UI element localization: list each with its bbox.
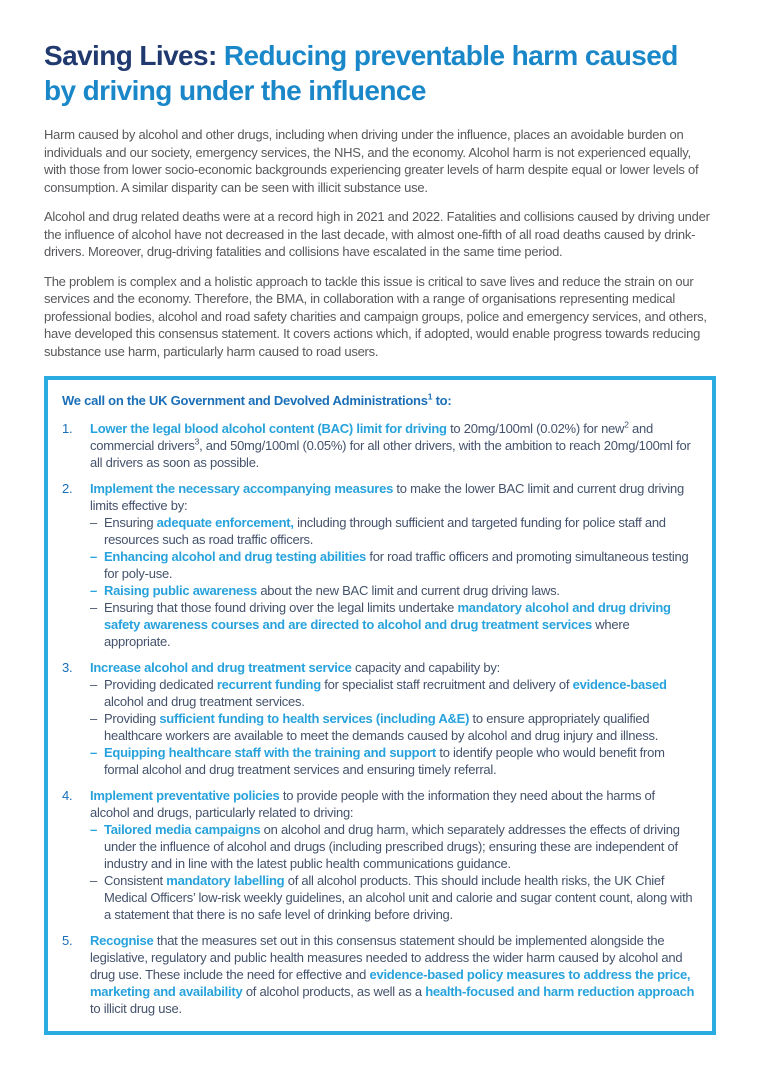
emphasis-text: Implement preventative policies [90,788,280,803]
emphasis-text: Recognise [90,933,154,948]
text-run: Ensuring [104,515,157,530]
sub-bullet [90,599,696,650]
text-run: about the new BAC limit and current drug driving laws. [256,583,560,598]
emphasis-text: sufficient funding to health services (including A&E) [159,711,470,726]
text-run: to: [432,393,452,408]
list-item [62,420,696,471]
item-body [90,659,696,778]
text-run: on alcohol and drug harm, which separately addresses the effects of driving under the influence of alcohol and drugs (including prescribed drugs); ensuring these are independent of industry and in line with the latest public health communications guidance. [104,822,680,871]
item-lead-text [90,659,696,676]
item-number: 5. [62,933,73,948]
item-lead-text [90,932,696,1017]
bullet-text [104,599,696,650]
text-run: capacity and capability by: [351,660,501,675]
emphasis-text: recurrent funding [216,677,321,692]
emphasis-text: health-focused and harm reduction approach [425,984,695,999]
title-prefix: Saving Lives: [44,40,217,71]
bullet-dash: – [90,583,97,598]
callout-heading [62,392,696,409]
text-run: to make the lower BAC limit and current drug driving limits effective by: [90,481,684,513]
item-number: 3. [62,660,73,675]
sub-bullet [90,872,696,923]
emphasis-text: adequate enforcement, [156,515,294,530]
text-run: of all alcohol products. This should include health risks, the UK Chief Medical Officers’ low-risk weekly guidelines, an alcohol unit and calorie and sugar content count, along with a statement that there is no safe level of drinking before driving. [104,873,693,922]
bullet-text [104,744,696,778]
intro-paragraph-1: Harm caused by alcohol and other drugs, including when driving under the influence, places an avoidable burden on individuals and our society, emergency services, the NHS, and the economy. Alcohol harm is not experienced equally, with those from lower socio-economic backgrounds experiencing greater levels of harm despite equal or lower levels of consumption. A similar disparity can be seen with illicit substance use. [44,127,699,195]
sub-bullet [90,744,696,778]
bullet-dash: – [90,822,97,837]
text-run: and commercial drivers [90,421,653,453]
item-body [90,932,696,1017]
bullet-text [104,676,696,710]
text-run: for specialist staff recruitment and delivery of [320,677,573,692]
callout-list [62,420,696,1017]
emphasis-text: Enhancing alcohol and drug testing abilities [104,549,367,564]
sub-bullet [90,514,696,548]
list-item [62,480,696,650]
list-item [62,659,696,778]
intro-paragraph-2: Alcohol and drug related deaths were at a record high in 2021 and 2022. Fatalities and collisions caused by driving under the influence of alcohol have not decreased in the last decade, with almost one-fifth of all road deaths caused by drink-drivers. Moreover, drug-driving fatalities and collisions have escalated in the same time period. [44,209,710,259]
text-run: , and 50mg/100ml (0.05%) for all other drivers, with the ambition to reach 20mg/100ml for all drivers as soon as possible. [90,438,691,470]
emphasis-text: Raising public awareness [104,583,257,598]
bullet-dash: – [90,711,97,726]
footnote-ref: 2 [624,419,629,430]
text-run: Providing [104,711,160,726]
emphasis-text: evidence-based policy measures to address the price, marketing and availability [90,967,691,999]
bullet-dash: – [90,515,97,530]
text-run: for road traffic officers and promoting simultaneous testing for poly-use. [104,549,689,581]
text-run: to illicit drug use. [90,1001,182,1016]
bullet-dash: – [90,745,97,760]
footnote-ref: 3 [194,436,200,447]
emphasis-text: Lower the legal blood alcohol content (BAC) limit for driving [90,421,447,436]
bullet-dash: – [90,677,97,692]
text-run: to 20mg/100ml (0.02%) for new [446,421,625,436]
list-item [62,932,696,1017]
item-lead-text [90,787,696,821]
item-lead-text [90,480,696,514]
emphasis-text: mandatory labelling [166,873,285,888]
text-run: to ensure appropriately qualified healthcare workers are available to meet the demands caused by alcohol and drug injury and illness. [104,711,659,743]
item-body [90,787,696,923]
sub-bullet [90,548,696,582]
bullet-text [104,548,696,582]
bullet-dash: – [90,549,97,564]
bullet-text [104,514,696,548]
item-body [90,480,696,650]
text-run: Consistent [104,873,167,888]
item-number: 1. [62,421,73,436]
emphasis-text: Tailored media campaigns [104,822,261,837]
emphasis-text: mandatory alcohol and drug driving safety awareness courses and are directed to alcohol and drug treatment services [104,600,671,632]
emphasis-text: Implement the necessary accompanying measures [90,481,394,496]
text-run: Ensuring that those found driving over the legal limits undertake [104,600,458,615]
bullet-dash: – [90,873,97,888]
page-title [44,38,716,108]
list-item [62,787,696,923]
bullet-dash: – [90,600,97,615]
sub-bullet [90,710,696,744]
sub-bullet [90,676,696,710]
text-run: Providing dedicated [104,677,217,692]
footnote-ref: 1 [427,391,433,402]
bullet-text [104,872,696,923]
intro-paragraph-3: The problem is complex and a holistic approach to tackle this issue is critical to save lives and reduce the strain on our services and the economy. Therefore, the BMA, in collaboration with a range of organisations representing medical professional bodies, alcohol and road safety charities and campaign groups, police and emergency services, and others, have developed this consensus statement. It covers actions which, if adopted, would enable progress towards reducing substance use harm, particularly harm caused to road users. [44,273,707,359]
item-number: 4. [62,788,73,803]
emphasis-text: Increase alcohol and drug treatment service [90,660,352,675]
text-run: including through sufficient and targeted funding for police staff and resources such as road traffic officers. [104,515,666,547]
title-accent: Reducing preventable harm caused by driving under the influence [44,40,678,106]
emphasis-text: Equipping healthcare staff with the training and support [104,745,436,760]
text-run: alcohol and drug treatment services. [104,694,305,709]
item-number: 2. [62,481,73,496]
item-body [90,420,696,471]
sub-bullet [90,821,696,872]
bullet-text [104,710,696,744]
text-run: to provide people with the information they need about the harms of alcohol and drugs, particularly related to driving: [90,788,655,820]
text-run: We call on the UK Government and Devolved Administrations [62,393,428,408]
item-lead-text [90,420,696,471]
text-run: where appropriate. [104,617,630,649]
sub-bullet [90,582,696,599]
callout-box [44,376,716,1035]
text-run: to identify people who would benefit from formal alcohol and drug treatment services and ensuring timely referral. [104,745,665,777]
emphasis-text: evidence-based [572,677,667,692]
text-run: that the measures set out in this consensus statement should be implemented alongside the legislative, regulatory and public health measures needed to address the wider harm caused by alcohol and drug use. These include the need for effective and [90,933,683,982]
text-run: of alcohol products, as well as a [242,984,426,999]
bullet-text [104,821,696,872]
bullet-text [104,582,696,599]
